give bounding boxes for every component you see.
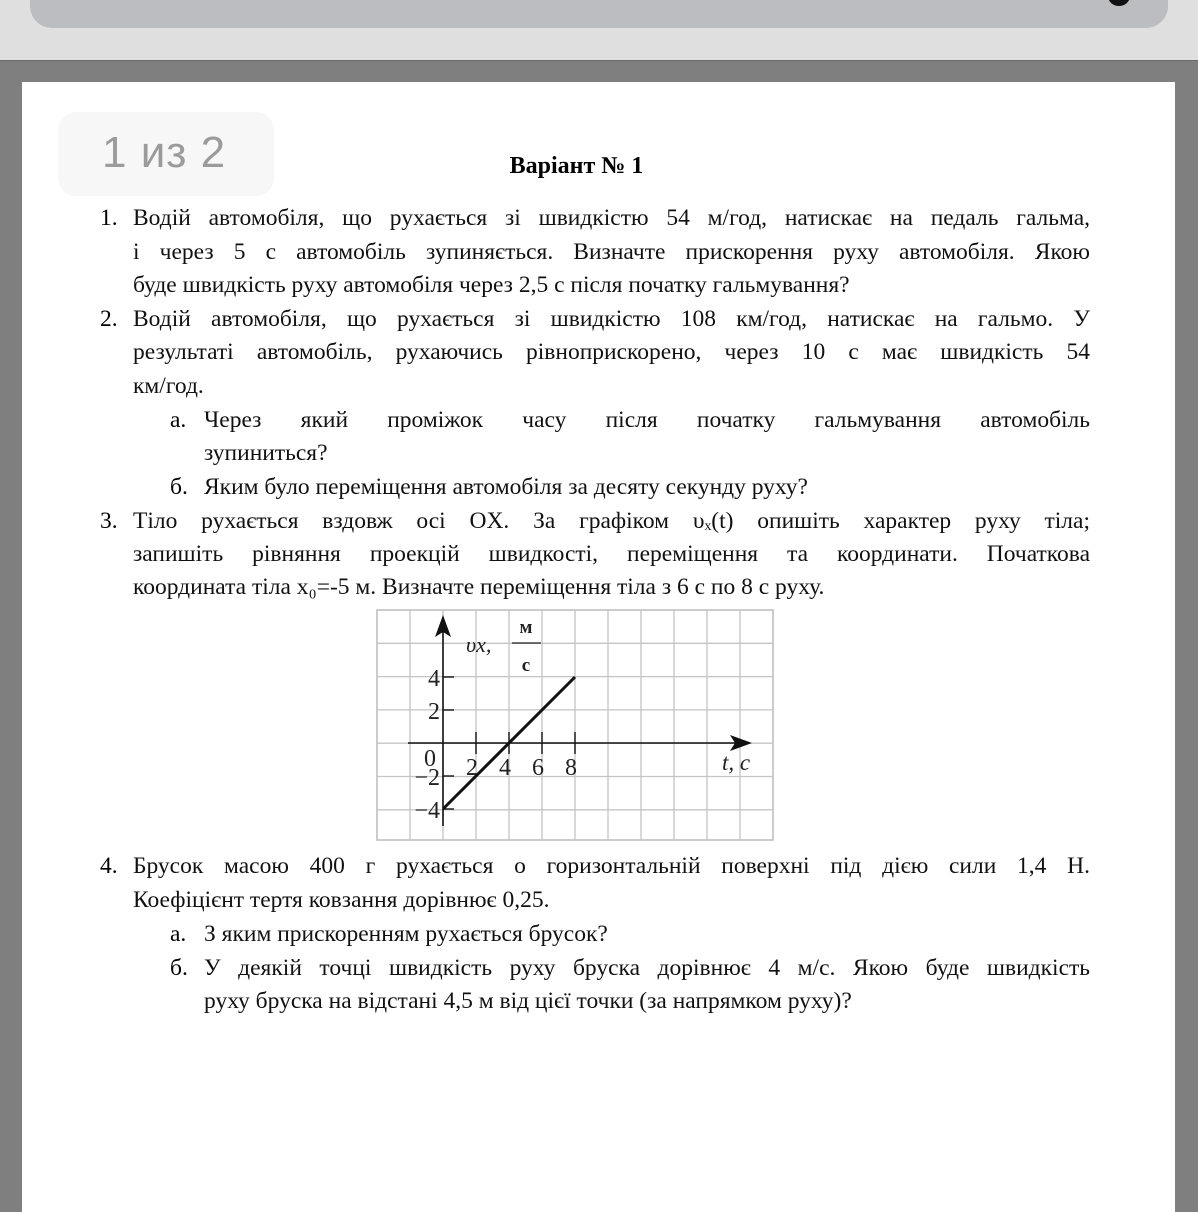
- problem-text-line: Тіло рухається вздовж осі OX. За графіком υₓ(t) опишіть характер руху тіла;: [133, 508, 1090, 534]
- y-tick-label: 4: [428, 666, 440, 692]
- x-tick-label: 8: [565, 755, 577, 781]
- x-tick-label: 6: [532, 755, 544, 781]
- subquestion-text-line: Через який проміжок часу після початку гальмування автомобіль: [204, 407, 1090, 433]
- problem-text-line: запишіть рівняння проекцій швидкості, переміщення та координати. Початкова: [133, 541, 1090, 567]
- problem-text-line: результаті автомобіль, рухаючись рівноприскорено, через 10 с має швидкість 54: [133, 339, 1090, 365]
- subquestion-text-line: руху бруска на відстані 4,5 м від цієї точки (за напрямком руху)?: [204, 988, 852, 1014]
- subquestion-text-line: З яким прискоренням рухається брусок?: [204, 921, 608, 947]
- document-title: Варіант № 1: [509, 153, 644, 179]
- page-counter: 1 из 2: [102, 128, 227, 177]
- x-axis-label: t, c: [722, 750, 751, 775]
- problem-number: 1.: [100, 205, 118, 231]
- problem-text-line: Водій автомобіля, що рухається зі швидкістю 54 м/год, натискає на педаль гальма,: [133, 205, 1090, 231]
- problem-text-line: Водій автомобіля, що рухається зі швидкістю 108 км/год, натискає на гальмо. У: [133, 306, 1090, 332]
- subquestion-label: а.: [170, 407, 187, 433]
- problem-text-line: Коефіцієнт тертя ковзання дорівнює 0,25.: [133, 887, 550, 913]
- y-tick-label: −2: [414, 765, 440, 791]
- problem-number: 2.: [100, 306, 118, 332]
- problem-text-line: Брусок масою 400 г рухається о горизонтальній поверхні під дією сили 1,4 Н.: [133, 853, 1090, 879]
- problem-text-line: км/год.: [133, 373, 204, 399]
- problem-text-line: координата тіла x₀=-5 м. Визначте переміщення тіла з 6 с по 8 с руху.: [133, 574, 825, 600]
- subquestion-label: б.: [170, 474, 188, 500]
- subquestion-text-line: зупиниться?: [204, 440, 328, 466]
- problem-text-line: буде швидкість руху автомобіля через 2,5 с після початку гальмування?: [133, 272, 850, 298]
- y-tick-label: −4: [414, 798, 440, 824]
- problem-number: 4.: [100, 853, 118, 879]
- problem-text-line: і через 5 с автомобіль зупиняється. Визначте прискорення руху автомобіля. Якою: [133, 239, 1090, 265]
- y-tick-label: 2: [428, 699, 440, 725]
- page-counter-badge: [58, 112, 274, 196]
- problem-number: 3.: [100, 508, 118, 534]
- y-unit-denominator: с: [521, 655, 531, 676]
- x-tick-label: 4: [499, 755, 511, 781]
- y-unit-numerator: м: [519, 617, 533, 638]
- subquestion-label: б.: [170, 955, 188, 981]
- x-tick-label: 2: [466, 755, 478, 781]
- subquestion-label: а.: [170, 921, 187, 947]
- subquestion-text-line: Яким було переміщення автомобіля за десяту секунду руху?: [204, 474, 808, 500]
- y-axis-label: υx,: [466, 632, 492, 657]
- subquestion-text-line: У деякій точці швидкість руху бруска дорівнює 4 м/с. Якою буде швидкість: [204, 955, 1090, 981]
- origin-label: 0: [424, 746, 436, 772]
